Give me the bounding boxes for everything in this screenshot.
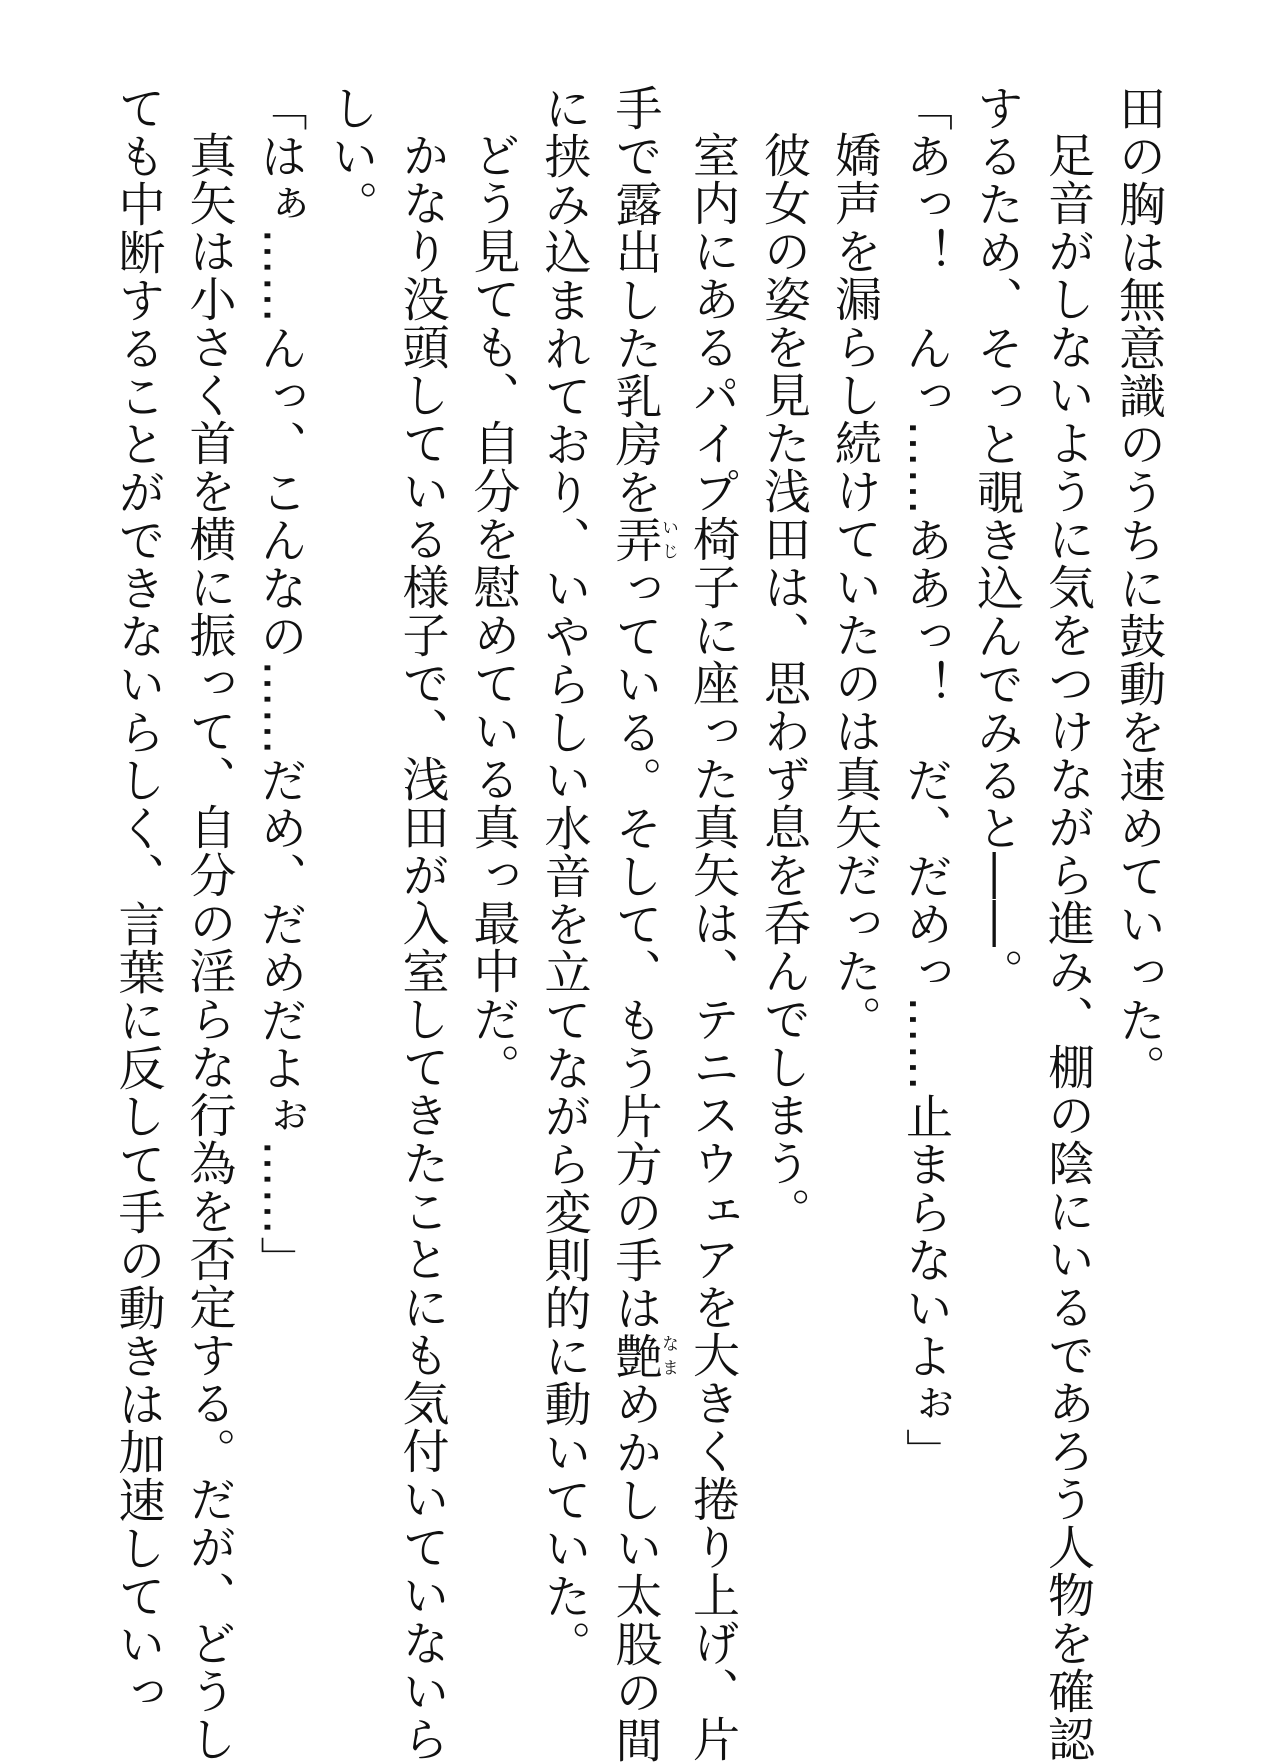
dialogue-line: 「あっ！ んっ……ああっ！ だ、だめっ……止まらないよぉ」 <box>898 84 953 1476</box>
ruby-base: 弄 <box>607 516 663 564</box>
text-line: ても中断することができないらしく、言葉に反して手の動きは加速していっ <box>110 84 166 1716</box>
text-line: かなり没頭している様子で、浅田が入室してきたことにも気付いていないら <box>394 131 450 1763</box>
ruby-annotation <box>607 1332 678 1380</box>
text-line: 真矢は小さく首を横に振って、自分の淫らな行為を否定する。だが、どうし <box>181 131 237 1763</box>
text-segment: めかしい太股の間 <box>607 1380 663 1764</box>
ruby-base: 艶 <box>607 1332 663 1380</box>
text-line: 室内にあるパイプ椅子に座った真矢は、テニスウェアを大きく捲り上げ、片 <box>685 131 740 1763</box>
dialogue-line: 「はぁ……んっ、こんなの……だめ、だめだよぉ……」 <box>252 84 308 1284</box>
text-line: 嬌声を漏らし続けていたのは真矢だった。 <box>827 131 882 1043</box>
vertical-text-body <box>103 84 1175 1764</box>
text-line: 田の胸は無意識のうちに鼓動を速めていった。 <box>1111 84 1166 1092</box>
text-segment: っている。そして、もう片方の手は <box>607 564 663 1332</box>
ruby-reading: いじ <box>658 516 678 564</box>
ruby-annotation <box>607 516 678 564</box>
text-line: 足音がしないように気をつけながら進み、棚の陰にいるであろう人物を確認 <box>1040 131 1095 1763</box>
text-line-with-ruby <box>600 84 678 1764</box>
text-line: するため、そっと覗き込んでみると――。 <box>969 84 1024 996</box>
ruby-reading: なま <box>658 1332 678 1380</box>
text-line: に挟み込まれており、いやらしい水音を立てながら変則的に動いていた。 <box>536 84 592 1668</box>
text-line: どう見ても、自分を慰めている真っ最中だ。 <box>465 131 521 1091</box>
text-line: 彼女の姿を見た浅田は、思わず息を呑んでしまう。 <box>756 131 811 1235</box>
text-line: しい。 <box>323 84 379 228</box>
text-segment: 手で露出した乳房を <box>607 84 663 516</box>
